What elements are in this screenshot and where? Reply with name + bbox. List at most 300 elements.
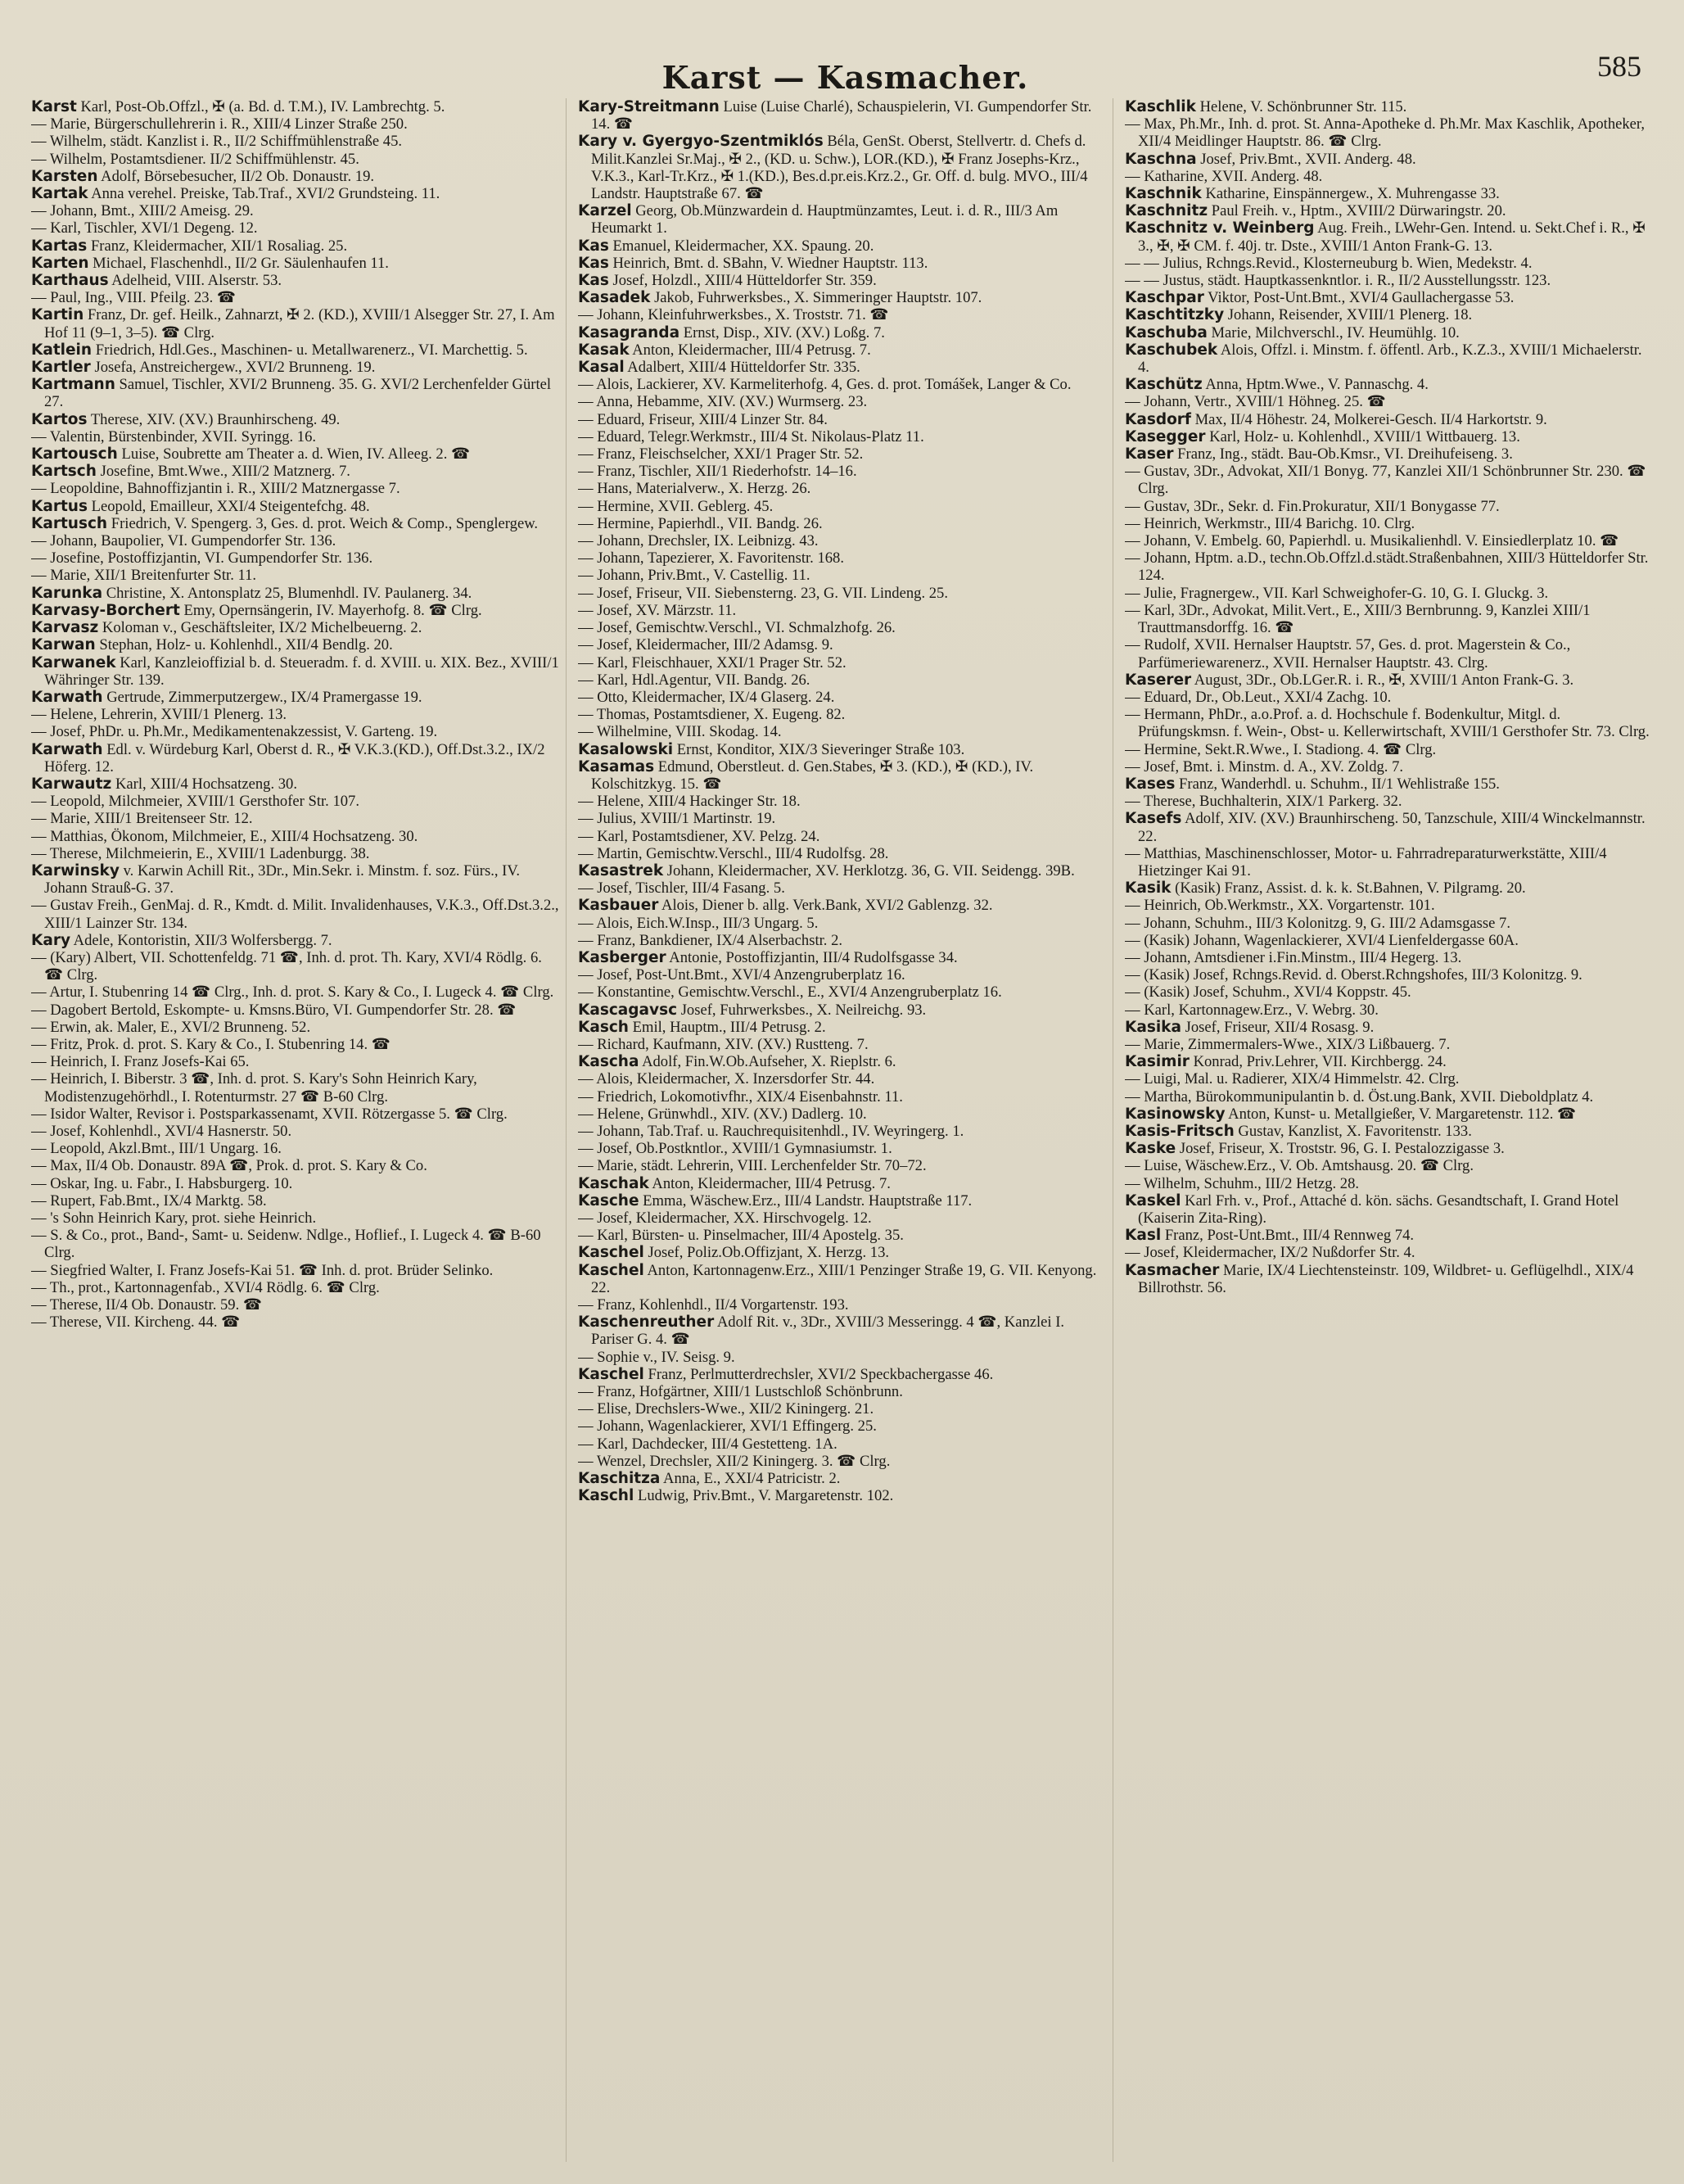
entry-details: Béla, GenSt. Oberst, Stellvertr. d. Chefs d. Milit.Kanzlei Sr.Maj., ✠ 2., (KD. u. Schw.), LOR.(KD.), ✠ Franz Josephs-Krz., V.K.3., Karl-Tr.Krz., ✠ 1.(KD.), Bes.d.pr.eis.Krz.2., Gr. Off. d. bulg. MVO., III/4 Landstr. Hauptstraße 67. ☎ [591, 133, 1088, 203]
entry-details: Marie, IX/4 Liechtensteinstr. 109, Wildbret- u. Geflügelhdl., XIX/4 Billrothstr. 56. [1138, 1261, 1634, 1296]
entry-details: — Johann, Baupolier, VI. Gumpendorfer Str. 136. [31, 532, 336, 550]
entry-details: Karl Frh. v., Prof., Attaché d. kön. sächs. Gesandtschaft, I. Grand Hotel (Kaiserin Zita-Ring). [1138, 1191, 1619, 1227]
entry-surname: Kasagranda [578, 323, 680, 341]
directory-entry [1125, 341, 1653, 376]
entry-details: — Erwin, ak. Maler, E., XVI/2 Brunneng. 52. [31, 1018, 311, 1036]
entry-details: Adalbert, XIII/4 Hütteldorfer Str. 335. [624, 359, 860, 377]
entry-details: Alois, Offzl. i. Minstm. f. öffentl. Arb., K.Z.3., XVIII/1 Michaelerstr. 4. [1138, 341, 1642, 377]
directory-entry [1125, 289, 1653, 306]
directory-entry [578, 359, 1106, 376]
directory-entry [578, 1002, 1106, 1019]
directory-entry [578, 1053, 1106, 1070]
directory-entry [578, 828, 1106, 845]
entry-details: — Marie, XII/1 Breitenfurter Str. 11. [31, 567, 257, 585]
entry-details: — Josef, Post-Unt.Bmt., XVI/4 Anzengruberplatz 16. [578, 966, 905, 984]
entry-details: — (Kasik) Josef, Schuhm., XVI/4 Koppstr. 45. [1125, 983, 1411, 1002]
entry-details: — Franz, Kohlenhdl., II/4 Vorgartenstr. 193. [578, 1296, 849, 1314]
directory-entry [1125, 1019, 1653, 1036]
entry-details: Josef, Holzdl., XIII/4 Hütteldorfer Str. 359. [608, 272, 877, 290]
directory-entry [578, 845, 1106, 862]
directory-entry [1125, 445, 1653, 463]
directory-entry [578, 1383, 1106, 1400]
entry-details: — Matthias, Ökonom, Milchmeier, E., XIII/4 Hochsatzeng. 30. [31, 827, 418, 845]
entry-surname: Kartak [31, 185, 88, 203]
directory-entry [578, 602, 1106, 619]
entry-details: — Sophie v., IV. Seisg. 9. [578, 1348, 735, 1366]
entry-details: Koloman v., Geschäftsleiter, IX/2 Michelbeuerng. 2. [98, 619, 422, 637]
directory-entry [1125, 1070, 1653, 1087]
entry-details: — Therese, II/4 Ob. Donaustr. 59. ☎ [31, 1296, 263, 1314]
directory-entry [1125, 1175, 1653, 1192]
entry-surname: Kasl [1125, 1227, 1162, 1245]
entry-details: — Josef, Kleidermacher, XX. Hirschvogelg. 12. [578, 1210, 872, 1227]
directory-entry [578, 393, 1106, 410]
directory-entry [31, 619, 559, 636]
entry-details: — Johann, Bmt., XIII/2 Ameisg. 29. [31, 202, 254, 220]
directory-entry [31, 1210, 559, 1227]
entry-surname: Kartsch [31, 463, 97, 481]
directory-entry [578, 966, 1106, 983]
directory-entry [1125, 793, 1653, 810]
entry-surname: Kas [578, 237, 609, 255]
entry-details: — Marie, städt. Lehrerin, VIII. Lerchenfelder Str. 70–72. [578, 1157, 927, 1175]
directory-entry [578, 689, 1106, 706]
directory-entry [578, 636, 1106, 653]
directory-entry [1125, 168, 1653, 185]
directory-entry [578, 619, 1106, 636]
entry-surname: Kaschenreuther [578, 1314, 715, 1332]
entry-details: — Franz, Hofgärtner, XIII/1 Lustschloß Schönbrunn. [578, 1383, 903, 1401]
entry-details: — Richard, Kaufmann, XIV. (XV.) Rustteng. 7. [578, 1035, 869, 1053]
directory-entry [31, 532, 559, 549]
entry-details: — Oskar, Ing. u. Fabr., I. Habsburgerg. 10. [31, 1174, 293, 1192]
directory-entry [578, 983, 1106, 1001]
directory-entry [1125, 272, 1653, 289]
entry-surname: Kaschl [578, 1487, 634, 1505]
entry-details: Jakob, Fuhrwerksbes., X. Simmeringer Hauptstr. 107. [650, 289, 982, 307]
entry-surname: Kaschitza [578, 1470, 661, 1488]
entry-surname: Kasika [1125, 1018, 1181, 1036]
directory-entry [1125, 1002, 1653, 1019]
entry-details: Anton, Kleidermacher, III/4 Petrusg. 7. [629, 341, 871, 359]
entry-details: — Therese, Buchhalterin, XIX/1 Parkerg. 32. [1125, 793, 1402, 811]
entry-surname: Kaskel [1125, 1191, 1181, 1210]
entry-details: — Rudolf, XVII. Hernalser Hauptstr. 57, Ges. d. prot. Magerstein & Co., Parfümeriewarenerz., XVII. Hernalser Hauptstr. 43. Clrg. [1125, 636, 1571, 671]
directory-entry [31, 133, 559, 150]
entry-details: August, 3Dr., Ob.LGer.R. i. R., ✠, XVIII/1 Anton Frank-G. 3. [1191, 671, 1574, 689]
entry-details: — Karl, Bürsten- u. Pinselmacher, III/4 Apostelg. 35. [578, 1227, 904, 1245]
entry-details: Marie, Milchverschl., IV. Heumühlg. 10. [1207, 323, 1460, 341]
entry-details: Johann, Reisender, XVIII/1 Plenerg. 18. [1224, 306, 1473, 324]
directory-entry [31, 932, 559, 949]
entry-details: Anton, Kunst- u. Metallgießer, V. Margaretenstr. 112. ☎ [1225, 1105, 1577, 1123]
entry-details: — 's Sohn Heinrich Kary, prot. siehe Heinrich. [31, 1210, 317, 1227]
directory-entry [31, 463, 559, 480]
entry-surname: Kartas [31, 237, 88, 255]
directory-entry [1125, 98, 1653, 115]
directory-entry [578, 272, 1106, 289]
directory-entry [1125, 810, 1653, 844]
directory-entry [1125, 411, 1653, 428]
entry-details: Franz, Ing., städt. Bau-Ob.Kmsr., VI. Dreihufeiseng. 3. [1173, 445, 1513, 463]
directory-entry [1125, 498, 1653, 515]
directory-entry [578, 793, 1106, 810]
entry-surname: Kasefs [1125, 810, 1182, 828]
entry-details: — Dagobert Bertold, Eskompte- u. Kmsns.Büro, VI. Gumpendorfer Str. 28. ☎ [31, 1001, 517, 1019]
entry-details: Josefa, Anstreichergew., XVI/2 Brunneng. 19. [90, 359, 376, 377]
directory-entry [578, 1453, 1106, 1470]
directory-entry [31, 723, 559, 740]
entry-surname: Kasberger [578, 948, 666, 966]
entry-details: Josef, Friseur, XII/4 Rosasg. 9. [1181, 1018, 1375, 1036]
entry-details: Luise, Soubrette am Theater a. d. Wien, IV. Alleeg. 2. ☎ [117, 445, 471, 463]
directory-entry [578, 897, 1106, 914]
directory-entry [578, 1210, 1106, 1227]
entry-surname: Karzel [578, 202, 632, 220]
entry-surname: Kartler [31, 359, 91, 377]
entry-details: Max, II/4 Höhestr. 24, Molkerei-Gesch. II/4 Harkortstr. 9. [1190, 410, 1547, 428]
columns [31, 98, 1659, 2162]
entry-surname: Kaschtitzky [1125, 306, 1225, 324]
directory-entry [31, 654, 559, 689]
entry-details: Michael, Flaschenhdl., II/2 Gr. Säulenhaufen 11. [88, 254, 389, 272]
entry-details: — Eduard, Friseur, XIII/4 Linzer Str. 84. [578, 410, 828, 428]
entry-surname: Kasmacher [1125, 1261, 1220, 1279]
entry-details: — Josef, Gemischtw.Verschl., VI. Schmalzhofg. 26. [578, 619, 896, 637]
entry-details: Friedrich, Hdl.Ges., Maschinen- u. Metallwarenerz., VI. Marchettig. 5. [92, 341, 528, 359]
entry-surname: Kases [1125, 775, 1176, 793]
directory-entry [578, 306, 1106, 323]
directory-entry [1125, 393, 1653, 410]
entry-details: — Luigi, Mal. u. Radierer, XIX/4 Himmelstr. 42. Clrg. [1125, 1070, 1460, 1088]
directory-entry [1125, 915, 1653, 932]
entry-details: — Isidor Walter, Revisor i. Postsparkassenamt, XVII. Rötzergasse 5. ☎ Clrg. [31, 1105, 508, 1123]
entry-surname: Karwinsky [31, 861, 120, 879]
entry-details: — Marie, Zimmermalers-Wwe., XIX/3 Lißbauerg. 7. [1125, 1035, 1451, 1053]
entry-details: Katharine, Einspännergew., X. Muhrengasse 33. [1201, 185, 1500, 203]
directory-entry [578, 549, 1106, 567]
directory-entry [578, 1019, 1106, 1036]
entry-surname: Karvasy-Borchert [31, 601, 180, 619]
entry-details: — Siegfried Walter, I. Franz Josefs-Kai 51. ☎ Inh. d. prot. Brüder Selinko. [31, 1261, 494, 1279]
directory-entry [1125, 966, 1653, 983]
entry-details: — Josef, Ob.Postkntlor., XVIII/1 Gymnasiumstr. 1. [578, 1140, 892, 1158]
directory-entry [1125, 219, 1653, 254]
entry-details: Emil, Hauptm., III/4 Petrusg. 2. [628, 1018, 826, 1036]
entry-surname: Kasamas [578, 757, 655, 775]
entry-surname: Kasis-Fritsch [1125, 1122, 1235, 1140]
entry-details: — Johann, Hptm. a.D., techn.Ob.Offzl.d.städt.Straßenbahnen, XIII/3 Hütteldorfer Str. 124. [1125, 549, 1649, 585]
entry-surname: Kasegger [1125, 427, 1206, 445]
entry-details: Christine, X. Antonsplatz 25, Blumenhdl. IV. Paulanerg. 34. [102, 584, 472, 602]
entry-details: — — Julius, Rchngs.Revid., Klosterneuburg b. Wien, Medekstr. 4. [1125, 254, 1533, 272]
entry-details: — Josef, Kleidermacher, III/2 Adamsg. 9. [578, 636, 833, 654]
directory-entry [1125, 115, 1653, 150]
directory-entry [578, 1244, 1106, 1261]
entry-details: — Franz, Tischler, XII/1 Riederhofstr. 14–16. [578, 463, 857, 481]
entry-details: Edmund, Oberstleut. d. Gen.Stabes, ✠ 3. (KD.), ✠ (KD.), IV. Kolschitzkyg. 15. ☎ [591, 757, 1034, 793]
entry-surname: Kaschel [578, 1244, 644, 1262]
entry-details: Georg, Ob.Münzwardein d. Hauptmünzamtes, Leut. i. d. R., III/3 Am Heumarkt 1. [591, 202, 1059, 237]
directory-entry [1125, 671, 1653, 689]
entry-details: — Wenzel, Drechsler, XII/2 Kiningerg. 3. ☎ Clrg. [578, 1452, 891, 1470]
entry-details: Aug. Freih., LWehr-Gen. Intend. u. Sekt.Chef i. R., ✠ 3., ✠, ✠ CM. f. 40j. tr. Dste., XVIII/1 Anton Frank-G. 13. [1138, 219, 1646, 255]
entry-details: — Heinrich, I. Franz Josefs-Kai 65. [31, 1053, 250, 1071]
directory-entry [1125, 463, 1653, 497]
entry-surname: Kasadek [578, 289, 651, 307]
entry-details: Alois, Diener b. allg. Verk.Bank, XVI/2 Gablenzg. 32. [658, 897, 993, 915]
entry-details: — Friedrich, Lokomotivfhr., XIX/4 Eisenbahnstr. 11. [578, 1087, 903, 1106]
entry-details: — Max, Ph.Mr., Inh. d. prot. St. Anna-Apotheke d. Ph.Mr. Max Kaschlik, Apotheker, XII/4 Meidlinger Hauptstr. 86. ☎ Clrg. [1125, 115, 1646, 151]
directory-entry [31, 115, 559, 133]
entry-details: — Heinrich, Ob.Werkmstr., XX. Vorgartenstr. 101. [1125, 897, 1435, 915]
directory-entry [31, 98, 559, 115]
directory-entry [1125, 532, 1653, 549]
entry-details: Karl, XIII/4 Hochsatzeng. 30. [111, 775, 297, 793]
directory-entry [31, 983, 559, 1001]
entry-surname: Kary v. Gyergyo-Szentmiklós [578, 133, 824, 151]
entry-details: — Otto, Kleidermacher, IX/4 Glaserg. 24. [578, 688, 835, 706]
directory-entry [31, 1279, 559, 1296]
directory-entry [31, 185, 559, 202]
directory-entry [578, 411, 1106, 428]
entry-details: — Heinrich, I. Biberstr. 3 ☎, Inh. d. prot. S. Kary's Sohn Heinrich Kary, Modistenzugehörhdl., I. Rotenturmstr. 27 ☎ B-60 Clrg. [31, 1070, 477, 1106]
entry-details: Samuel, Tischler, XVI/2 Brunneng. 35. G. XVI/2 Lerchenfelder Gürtel 27. [44, 376, 552, 411]
directory-entry [31, 1053, 559, 1070]
entry-surname: Kartus [31, 497, 88, 515]
directory-entry [1125, 151, 1653, 168]
directory-entry [1125, 758, 1653, 775]
directory-entry [1125, 1088, 1653, 1106]
entry-details: — Matthias, Maschinenschlosser, Motor- u. Fahrradreparaturwerkstätte, XIII/4 Hietzinger Kai 91. [1125, 844, 1607, 879]
entry-details: — Karl, Dachdecker, III/4 Gestetteng. 1A. [578, 1435, 837, 1453]
entry-details: — Luise, Wäschew.Erz., V. Ob. Amtshausg. 20. ☎ Clrg. [1125, 1157, 1474, 1175]
directory-entry [1125, 515, 1653, 532]
directory-entry [1125, 879, 1653, 897]
directory-entry [578, 1157, 1106, 1174]
entry-details: — Wilhelm, Postamtsdiener. II/2 Schiffmühlenstr. 45. [31, 150, 359, 168]
entry-surname: Karvasz [31, 619, 99, 637]
entry-details: Friedrich, V. Spengerg. 3, Ges. d. prot. Weich & Comp., Spenglergew. [107, 514, 539, 532]
directory-entry [31, 202, 559, 219]
directory-entry [578, 810, 1106, 827]
entry-details: — Johann, Kleinfuhrwerksbes., X. Troststr. 71. ☎ [578, 306, 889, 324]
directory-entry [578, 1487, 1106, 1504]
directory-entry [1125, 1262, 1653, 1296]
entry-details: — Franz, Bankdiener, IX/4 Alserbachstr. 2. [578, 931, 843, 949]
entry-surname: Kartusch [31, 514, 108, 532]
entry-details: — Marie, Bürgerschullehrerin i. R., XIII/4 Linzer Straße 250. [31, 115, 408, 133]
entry-details: Anton, Kleidermacher, III/4 Petrusg. 7. [648, 1174, 891, 1192]
directory-entry [31, 445, 559, 463]
entry-details: Karl, Post-Ob.Offzl., ✠ (a. Bd. d. T.M.), IV. Lambrechtg. 5. [76, 98, 445, 115]
entry-surname: Kary [31, 931, 71, 949]
entry-details: — — Justus, städt. Hauptkassenkntlor. i. R., II/2 Ausstellungsstr. 123. [1125, 272, 1551, 290]
directory-entry [578, 1418, 1106, 1435]
entry-details: — Marie, XIII/1 Breitenseer Str. 12. [31, 810, 253, 828]
entry-surname: Kaser [1125, 445, 1174, 463]
entry-details: — Heinrich, Werkmstr., III/4 Barichg. 10. Clrg. [1125, 514, 1415, 532]
entry-details: Viktor, Post-Unt.Bmt., XVI/4 Gaullachergasse 53. [1203, 289, 1515, 307]
entry-details: — Wilhelm, Schuhm., III/2 Hetzg. 28. [1125, 1174, 1360, 1192]
directory-entry [578, 741, 1106, 758]
entry-details: Luise (Luise Charlé), Schauspielerin, VI. Gumpendorfer Str. 14. ☎ [591, 98, 1092, 133]
directory-entry [578, 1400, 1106, 1418]
entry-details: — Johann, Wagenlackierer, XVI/1 Effingerg. 25. [578, 1418, 877, 1436]
directory-entry [578, 654, 1106, 671]
entry-details: — Johann, Drechsler, IX. Leibnizg. 43. [578, 532, 819, 550]
directory-entry [578, 341, 1106, 359]
entry-details: — Josefine, Postoffizjantin, VI. Gumpendorfer Str. 136. [31, 549, 373, 567]
entry-details: — Josef, Kleidermacher, IX/2 Nußdorfer Str. 4. [1125, 1244, 1415, 1262]
entry-details: Anna, Hptm.Wwe., V. Pannaschg. 4. [1202, 376, 1429, 394]
directory-entry [578, 758, 1106, 793]
directory-entry [1125, 602, 1653, 636]
directory-entry [578, 1106, 1106, 1123]
entry-surname: Karunka [31, 584, 103, 602]
entry-surname: Kaserer [1125, 671, 1192, 689]
entry-details: — Josef, PhDr. u. Ph.Mr., Medikamentenakzessist, V. Garteng. 19. [31, 723, 438, 741]
entry-details: Anna verehel. Preiske, Tab.Traf., XVI/2 Grundsteing. 11. [88, 185, 440, 203]
entry-details: — Gustav Freih., GenMaj. d. R., Kmdt. d. Milit. Invalidenhauses, V.K.3., Off.Dst.3.2., XIII/1 Lainzer Str. 134. [31, 897, 559, 932]
entry-details: Emy, Opernsängerin, IV. Mayerhofg. 8. ☎ Clrg. [179, 601, 482, 619]
directory-entry [31, 1175, 559, 1192]
directory-entry [1125, 1123, 1653, 1140]
directory-entry [31, 585, 559, 602]
directory-entry [578, 324, 1106, 341]
entry-details: — Eduard, Dr., Ob.Leut., XXI/4 Zachg. 10. [1125, 688, 1392, 706]
directory-entry [578, 515, 1106, 532]
directory-entry [1125, 1192, 1653, 1227]
entry-surname: Kaschel [578, 1365, 644, 1383]
directory-entry [31, 1002, 559, 1019]
entry-surname: Kasimir [1125, 1053, 1190, 1071]
entry-details: — Martin, Gemischtw.Verschl., III/4 Rudolfsg. 28. [578, 844, 889, 862]
entry-surname: Katlein [31, 341, 93, 359]
entry-surname: Karten [31, 254, 89, 272]
entry-surname: Kaschak [578, 1174, 649, 1192]
entry-surname: Karwan [31, 636, 96, 654]
directory-entry [1125, 775, 1653, 793]
entry-details: Adolf Rit. v., 3Dr., XVIII/3 Messeringg. 4 ☎, Kanzlei I. Pariser G. 4. ☎ [591, 1314, 1065, 1349]
entry-details: — Helene, Grünwhdl., XIV. (XV.) Dadlerg. 10. [578, 1105, 867, 1123]
directory-entry [1125, 306, 1653, 323]
entry-details: — Martha, Bürokommunipulantin b. d. Öst.ung.Bank, XVII. Dieboldplatz 4. [1125, 1087, 1594, 1106]
entry-details: Edl. v. Würdeburg Karl, Oberst d. R., ✠ V.K.3.(KD.), Off.Dst.3.2., IX/2 Höferg. 12. [44, 740, 545, 775]
entry-details: Franz, Dr. gef. Heilk., Zahnarzt, ✠ 2. (KD.), XVIII/1 Alsegger Str. 27, I. Am Hof 11 (9–1, 3–5). ☎ Clrg. [44, 306, 555, 341]
directory-entry [1125, 1227, 1653, 1244]
entry-details: v. Karwin Achill Rit., 3Dr., Min.Sekr. i. Minstm. f. soz. Fürs., IV. Johann Strauß-G. 37. [44, 861, 521, 898]
entry-details: — Leopold, Akzl.Bmt., III/1 Ungarg. 16. [31, 1140, 282, 1158]
entry-details: — Julie, Fragnergew., VII. Karl Schweighofer-G. 10, G. I. Gluckg. 3. [1125, 584, 1549, 602]
directory-entry [31, 341, 559, 359]
entry-details: Franz, Wanderhdl. u. Schuhm., II/1 Wehlistraße 155. [1175, 775, 1500, 793]
directory-entry [1125, 376, 1653, 393]
directory-entry [1125, 983, 1653, 1001]
directory-entry [1125, 1106, 1653, 1123]
directory-entry [31, 219, 559, 237]
entry-surname: Kasastrek [578, 861, 664, 879]
directory-entry [31, 862, 559, 897]
entry-surname: Karwautz [31, 775, 112, 793]
entry-surname: Kasik [1125, 879, 1172, 898]
directory-entry [578, 463, 1106, 480]
directory-entry [31, 689, 559, 706]
directory-entry [578, 585, 1106, 602]
entry-details: Karl, Kanzleioffizial b. d. Steueradm. f. d. XVIII. u. XIX. Bez., XVIII/1 Währinger Str. 139. [44, 653, 559, 689]
column-3 [1125, 98, 1659, 2162]
entry-surname: Kaschubek [1125, 341, 1218, 359]
entry-surname: Kartos [31, 410, 88, 428]
entry-surname: Kaschnitz [1125, 202, 1208, 220]
directory-entry [578, 1314, 1106, 1348]
directory-entry [578, 1088, 1106, 1106]
directory-entry [31, 151, 559, 168]
entry-details: Konrad, Priv.Lehrer, VII. Kirchbergg. 24. [1189, 1053, 1447, 1071]
directory-entry [31, 411, 559, 428]
entry-details: — (Kasik) Josef, Rchngs.Revid. d. Oberst.Rchngshofes, III/3 Kolonitzg. 9. [1125, 966, 1582, 984]
directory-entry [31, 741, 559, 775]
entry-surname: Kas [578, 272, 609, 290]
entry-details: Stephan, Holz- u. Kohlenhdl., XII/4 Bendlg. 20. [95, 636, 393, 654]
directory-entry [1125, 428, 1653, 445]
directory-entry [1125, 741, 1653, 758]
directory-entry [578, 879, 1106, 897]
directory-entry [1125, 845, 1653, 879]
directory-entry [31, 306, 559, 341]
entry-surname: Kasbauer [578, 897, 659, 915]
entry-details: — Konstantine, Gemischtw.Verschl., E., XVI/4 Anzengruberplatz 16. [578, 983, 1002, 1002]
entry-details: Ernst, Konditor, XIX/3 Sieveringer Straße 103. [673, 740, 965, 758]
entry-details: Gertrude, Zimmerputzergew., IX/4 Pramergasse 19. [102, 688, 422, 706]
entry-details: Leopold, Emailleur, XXI/4 Steigentefchg. 48. [87, 497, 370, 515]
directory-entry [578, 1192, 1106, 1210]
entry-details: Helene, V. Schönbrunner Str. 115. [1195, 98, 1407, 115]
directory-entry [1125, 932, 1653, 949]
entry-details: — Josef, Kohlenhdl., XVI/4 Hasnerstr. 50. [31, 1122, 292, 1140]
directory-entry [578, 932, 1106, 949]
entry-surname: Kasche [578, 1191, 639, 1210]
entry-details: Franz, Kleidermacher, XII/1 Rosaliag. 25. [87, 237, 348, 255]
entry-surname: Kaschna [1125, 150, 1197, 168]
entry-details: Ludwig, Priv.Bmt., V. Margaretenstr. 102. [634, 1487, 894, 1505]
entry-details: Adelheid, VIII. Alserstr. 53. [108, 272, 282, 290]
entry-details: Emanuel, Kleidermacher, XX. Spaung. 20. [608, 237, 874, 255]
directory-entry [578, 1436, 1106, 1453]
entry-details: — Hermann, PhDr., a.o.Prof. a. d. Hochschule f. Bodenkultur, Mitgl. d. Prüfungskmsn. f. Wein-, Obst- u. Kellerwirtschaft, XVIII/1 Gersthofer Str. 73. Clrg. [1125, 706, 1650, 741]
entry-details: — (Kasik) Johann, Wagenlackierer, XVI/4 Lienfeldergasse 60A. [1125, 931, 1519, 949]
directory-entry [31, 289, 559, 306]
directory-entry [31, 1192, 559, 1210]
directory-entry [1125, 1157, 1653, 1174]
directory-entry [1125, 689, 1653, 706]
directory-entry [578, 532, 1106, 549]
directory-entry [1125, 1036, 1653, 1053]
entry-details: — (Kary) Albert, VII. Schottenfeldg. 71 ☎, Inh. d. prot. Th. Kary, XVI/4 Rödlg. 6. ☎ Clrg. [31, 948, 542, 984]
directory-entry [31, 810, 559, 827]
page-title: Karst — Kasmacher. [661, 59, 1029, 96]
entry-surname: Kaschpar [1125, 289, 1204, 307]
directory-entry [578, 445, 1106, 463]
directory-entry [578, 289, 1106, 306]
directory-entry [31, 480, 559, 497]
entry-details: — Julius, XVIII/1 Martinstr. 19. [578, 810, 776, 828]
directory-entry [1125, 706, 1653, 740]
entry-surname: Kasdorf [1125, 410, 1191, 428]
entry-details: — Helene, XIII/4 Hackinger Str. 18. [578, 793, 801, 811]
directory-entry [31, 1036, 559, 1053]
directory-entry [578, 1227, 1106, 1244]
